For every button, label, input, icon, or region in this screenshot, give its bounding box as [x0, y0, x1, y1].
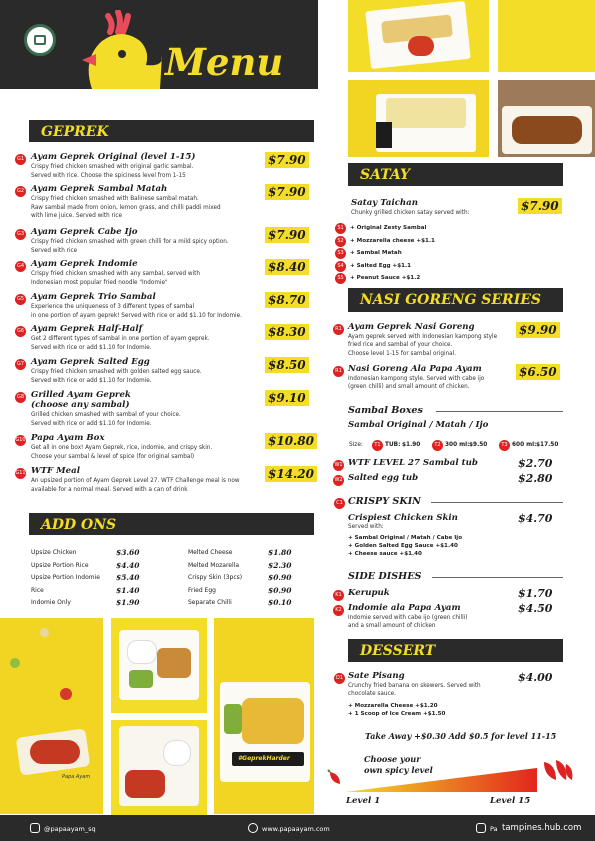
menu-item-name: Ayam Geprek Half-Half	[31, 324, 143, 334]
menu-item-name: Ayam Geprek Nasi Goreng	[348, 322, 475, 332]
satay-heading-bar	[348, 163, 563, 186]
item-number-badge: T2	[432, 440, 443, 451]
nasi-heading-bar	[348, 288, 563, 312]
item-number-badge: G11	[15, 468, 26, 479]
footer-facebook: Pa	[490, 825, 498, 833]
side-price: $1.70	[518, 587, 553, 600]
item-number-badge: K1	[333, 590, 344, 601]
chicken-mascot-icon	[78, 10, 162, 89]
dessert-desc-line: Crunchy fried banana on skewers. Served with	[348, 683, 481, 689]
satay-name: Satay Taichan	[351, 198, 418, 208]
menu-item-desc: Grilled chicken smashed with sambal of your choice.	[31, 412, 181, 418]
size-label: 300 ml:	[445, 442, 470, 448]
addon-name: Indomie Only	[31, 599, 71, 607]
item-number-badge: S5	[335, 273, 346, 284]
sides-heading: SIDE DISHES	[348, 571, 422, 582]
crispy-heading: CRISPY SKIN	[348, 496, 421, 507]
item-number-badge: W1	[333, 460, 344, 471]
addon-price: $3.60	[116, 548, 140, 557]
food-photo-satay-box	[348, 80, 489, 157]
size-label: 600 ml:	[512, 442, 537, 448]
photo-caption-hashtag: #GeprekHarder	[238, 755, 290, 762]
side-name: Indomie ala Papa Ayam	[348, 603, 461, 613]
addon-name: Upsize Portion Rice	[31, 561, 89, 569]
takeaway-note: Take Away +$0.30 Add $0.5 for level 11-15	[365, 731, 557, 741]
side-desc: Indomie served with cabe ijo (green chilli)	[348, 615, 468, 621]
size-price: $9.50	[469, 442, 488, 448]
sambal-boxes-heading: Sambal Boxes	[348, 405, 423, 416]
menu-item-desc: in one portion of ayam geprek! Served with rice or add $1.10 for Indomie.	[31, 312, 242, 319]
size-price: $17.50	[536, 442, 559, 448]
addon-name: Melted Mozarella	[188, 561, 240, 569]
menu-item-desc: Choose level 1-15 for sambal original.	[348, 350, 457, 357]
item-number-badge: G3	[15, 229, 26, 240]
geprek-heading: GEPREK	[41, 124, 109, 140]
menu-item-desc: Crispy fried chicken smashed with golden salted egg sauce.	[31, 369, 202, 375]
food-photo-satay-tray	[348, 0, 489, 72]
facebook-icon	[476, 823, 486, 833]
side-desc: and a small amount of chicken	[348, 623, 436, 630]
menu-item-name: Papa Ayam Box	[31, 433, 105, 443]
menu-item-name: Nasi Goreng Ala Papa Ayam	[348, 364, 482, 374]
satay-heading: SATAY	[360, 167, 411, 183]
menu-item-price: $7.90	[265, 152, 309, 168]
dessert-desc-line: chocolate sauce.	[348, 691, 396, 698]
divider	[432, 577, 563, 578]
addon-name: Crispy Skin (3pcs)	[188, 574, 243, 582]
tub-price: $2.70	[518, 457, 553, 470]
item-number-badge: R1	[333, 324, 344, 335]
sambal-boxes-subtitle: Sambal Original / Matah / Ijo	[348, 420, 489, 430]
dessert-name: Sate Pisang	[348, 671, 405, 681]
geprek-heading-bar	[29, 120, 314, 142]
spicy-level-min: Level 1	[346, 796, 381, 806]
item-number-badge: G7	[15, 359, 26, 370]
menu-item-desc: Served with rice or add $1.10 for Indomie.	[31, 377, 152, 384]
addon-name: Upsize Portion Indomie	[31, 574, 100, 582]
item-number-badge: G1	[15, 154, 26, 165]
item-number-badge: G6	[15, 326, 26, 337]
item-number-badge: G5	[15, 294, 26, 305]
food-photo-chilli-platter	[0, 618, 103, 814]
addon-price: $1.80	[268, 548, 292, 557]
menu-item-desc: with lime juice. Served with rice	[31, 213, 123, 220]
crispy-option: + Golden Salted Egg Sauce +$1.40	[348, 543, 458, 550]
menu-item-desc: Choose your sambal & level of spice (for original sambal)	[31, 453, 195, 460]
crispy-option: + Sambal Original / Matah / Cabe Ijo	[348, 535, 463, 541]
papa-ayam-logo	[24, 24, 56, 56]
menu-item-desc: Get all in one box! Ayam Geprek, rice, indomie, and crispy skin.	[31, 445, 213, 451]
dessert-heading: DESSERT	[360, 643, 436, 659]
menu-item-desc: Indonesian most popular fried noodle "Indomie"	[31, 279, 168, 286]
addon-name: Melted Cheese	[188, 549, 233, 556]
menu-item-name: Ayam Geprek Sambal Matah	[31, 184, 168, 194]
menu-item-name: Ayam Geprek Original (level 1-15)	[31, 152, 196, 162]
dessert-option: + Mozzarella Cheese +$1.20	[348, 703, 438, 709]
satay-option: + Peanut Sauce +$1.2	[350, 275, 421, 281]
menu-item-price: $8.50	[265, 357, 309, 373]
side-price: $4.50	[518, 602, 553, 615]
item-number-badge: S3	[335, 248, 346, 259]
item-number-badge: G2	[15, 186, 26, 197]
footer	[0, 815, 595, 841]
menu-item-desc: Served with rice	[31, 247, 78, 254]
item-number-badge: S2	[335, 236, 346, 247]
menu-item-desc: Raw sambal made from onion, lemon grass, and chilli paddi mixed	[31, 204, 221, 211]
menu-item-price: $7.90	[265, 184, 309, 200]
menu-item-price: $9.90	[516, 322, 560, 338]
menu-item-desc: fried rice and sambal of your choice.	[348, 342, 453, 349]
addon-price: $0.10	[268, 598, 292, 608]
size-label: TUB:	[385, 442, 401, 448]
size-price: $1.90	[402, 442, 421, 448]
menu-item-desc: Indonesian kampong style. Served with cabe ijo	[348, 376, 485, 382]
satay-option: + Salted Egg +$1.1	[350, 262, 412, 269]
menu-item-price: $8.30	[265, 324, 309, 340]
divider	[431, 502, 563, 503]
addon-name: Upsize Chicken	[31, 549, 77, 556]
menu-item-price: $6.50	[516, 364, 560, 380]
dessert-heading-bar	[348, 639, 563, 662]
nasi-heading: NASI GORENG SERIES	[360, 292, 542, 308]
instagram-icon	[30, 823, 40, 833]
chilli-icon	[326, 768, 344, 786]
item-number-badge: T3	[499, 440, 510, 451]
menu-item-desc: available for a normal meal. Served with a can of drink	[31, 486, 188, 493]
addon-name: Fried Egg	[188, 586, 216, 594]
menu-item-desc: Ayam geprek served with Indonesian kampong style	[348, 334, 498, 340]
satay-option: + Sambal Matah	[350, 250, 402, 256]
chilli-icon	[540, 758, 576, 788]
tub-price: $2.80	[518, 472, 553, 485]
side-name: Kerupuk	[348, 588, 390, 598]
crispy-option: + Cheese sauce +$1.40	[348, 551, 422, 558]
crispy-name: Crispiest Chicken Skin	[348, 513, 458, 523]
menu-item-price: $8.40	[265, 259, 309, 275]
satay-option: + Mozzarella cheese +$1.1	[350, 237, 435, 244]
menu-item-name: Ayam Geprek Trio Sambal	[31, 292, 156, 302]
crispy-desc: Served with:	[348, 524, 384, 530]
globe-icon	[248, 823, 258, 833]
crispy-price: $4.70	[518, 512, 553, 525]
spicy-label-line2: own spicy level	[364, 765, 433, 775]
dessert-option: + 1 Scoop of Ice Cream +$1.50	[348, 711, 446, 718]
footer-website: www.papaayam.com	[262, 825, 330, 833]
menu-item-desc: Served with rice or add $1.10 for Indomie.	[31, 420, 152, 427]
item-number-badge: D1	[334, 673, 345, 684]
menu-item-price: $9.10	[265, 390, 309, 406]
menu-item-desc: Crispy fried chicken smashed with any sambal, served with	[31, 271, 200, 277]
photo-caption: Papa Ayam	[62, 774, 91, 780]
addon-price: $1.90	[116, 598, 140, 608]
item-number-badge: G8	[15, 392, 26, 403]
addon-price: $2.30	[268, 560, 292, 570]
menu-item-desc: (green chilli) and small amount of chicken.	[348, 384, 470, 391]
addons-heading-bar	[29, 513, 314, 535]
addon-price: $0.90	[268, 585, 292, 595]
food-photo-corner	[498, 0, 595, 72]
item-number-badge: S1	[335, 223, 346, 234]
addon-price: $5.40	[116, 573, 140, 583]
menu-item-name: WTF Meal	[31, 466, 80, 476]
item-number-badge: T1	[372, 440, 383, 451]
food-photo-salted-egg	[214, 618, 314, 814]
addons-heading: ADD ONS	[41, 517, 117, 533]
tub-name: WTF LEVEL 27 Sambal tub	[348, 458, 478, 468]
menu-item-price: $10.80	[265, 433, 317, 449]
size-label: Size:	[349, 442, 363, 448]
dessert-price: $4.00	[518, 671, 553, 684]
menu-item-desc: An upsized portion of Ayam Geprek Level 27. WTF Challenge meal is now	[31, 478, 240, 484]
item-number-badge: G4	[15, 261, 26, 272]
spicy-level-gradient	[325, 762, 565, 794]
divider	[436, 411, 563, 412]
spicy-level-max: Level 15	[490, 796, 531, 806]
menu-item-desc: Crispy fried chicken smashed with original garlic sambal.	[31, 164, 194, 170]
item-number-badge: S4	[335, 261, 346, 272]
menu-item-desc: Experience the uniqueness of 3 different types of sambal	[31, 304, 195, 310]
item-number-badge: R1	[333, 366, 344, 377]
item-number-badge: G10	[15, 435, 26, 446]
item-number-badge: W2	[333, 475, 344, 486]
watermark: tampines.hub.com	[502, 823, 582, 833]
menu-item-name-line2: (choose any sambal)	[31, 400, 130, 410]
menu-item-desc: Get 2 different types of sambal in one portion of ayam geprek.	[31, 336, 210, 342]
food-photo-peanut-satay	[498, 80, 595, 157]
satay-option: + Original Zesty Sambal	[350, 225, 427, 231]
tub-name: Salted egg tub	[348, 473, 419, 483]
menu-item-name: Ayam Geprek Indomie	[31, 259, 138, 269]
addon-price: $1.40	[116, 585, 140, 595]
satay-desc: Chunky grilled chicken satay served with:	[351, 210, 470, 216]
menu-item-price: $14.20	[265, 466, 317, 482]
page-title: Menu	[165, 40, 284, 84]
item-number-badge: C1	[334, 498, 345, 509]
satay-price: $7.90	[518, 198, 562, 214]
menu-item-price: $8.70	[265, 292, 309, 308]
item-number-badge: K2	[333, 605, 344, 616]
food-photo-geprek-box	[111, 618, 207, 713]
menu-item-desc: Crispy fried chicken smashed with Balinese sambal matah.	[31, 196, 199, 202]
spicy-label-line1: Choose your	[364, 754, 421, 764]
menu-item-desc: Served with rice or add $1.10 for Indomie.	[31, 344, 152, 351]
addon-name: Separate Chilli	[188, 599, 232, 607]
footer-instagram: @papaayam_sq	[44, 825, 96, 833]
menu-item-name: Grilled Ayam Geprek	[31, 390, 131, 400]
food-photo-sambal-rice	[111, 720, 207, 815]
menu-item-name: Ayam Geprek Salted Egg	[31, 357, 150, 367]
menu-item-desc: Crispy fried chicken smashed with green chilli for a mild spicy option.	[31, 239, 229, 245]
addon-price: $0.90	[268, 573, 292, 583]
addon-name: Rice	[31, 586, 44, 594]
menu-item-price: $7.90	[265, 227, 309, 243]
addon-price: $4.40	[116, 560, 140, 570]
menu-item-desc: Served with rice. Choose the spiciness level from 1-15	[31, 172, 186, 179]
menu-item-name: Ayam Geprek Cabe Ijo	[31, 227, 138, 237]
